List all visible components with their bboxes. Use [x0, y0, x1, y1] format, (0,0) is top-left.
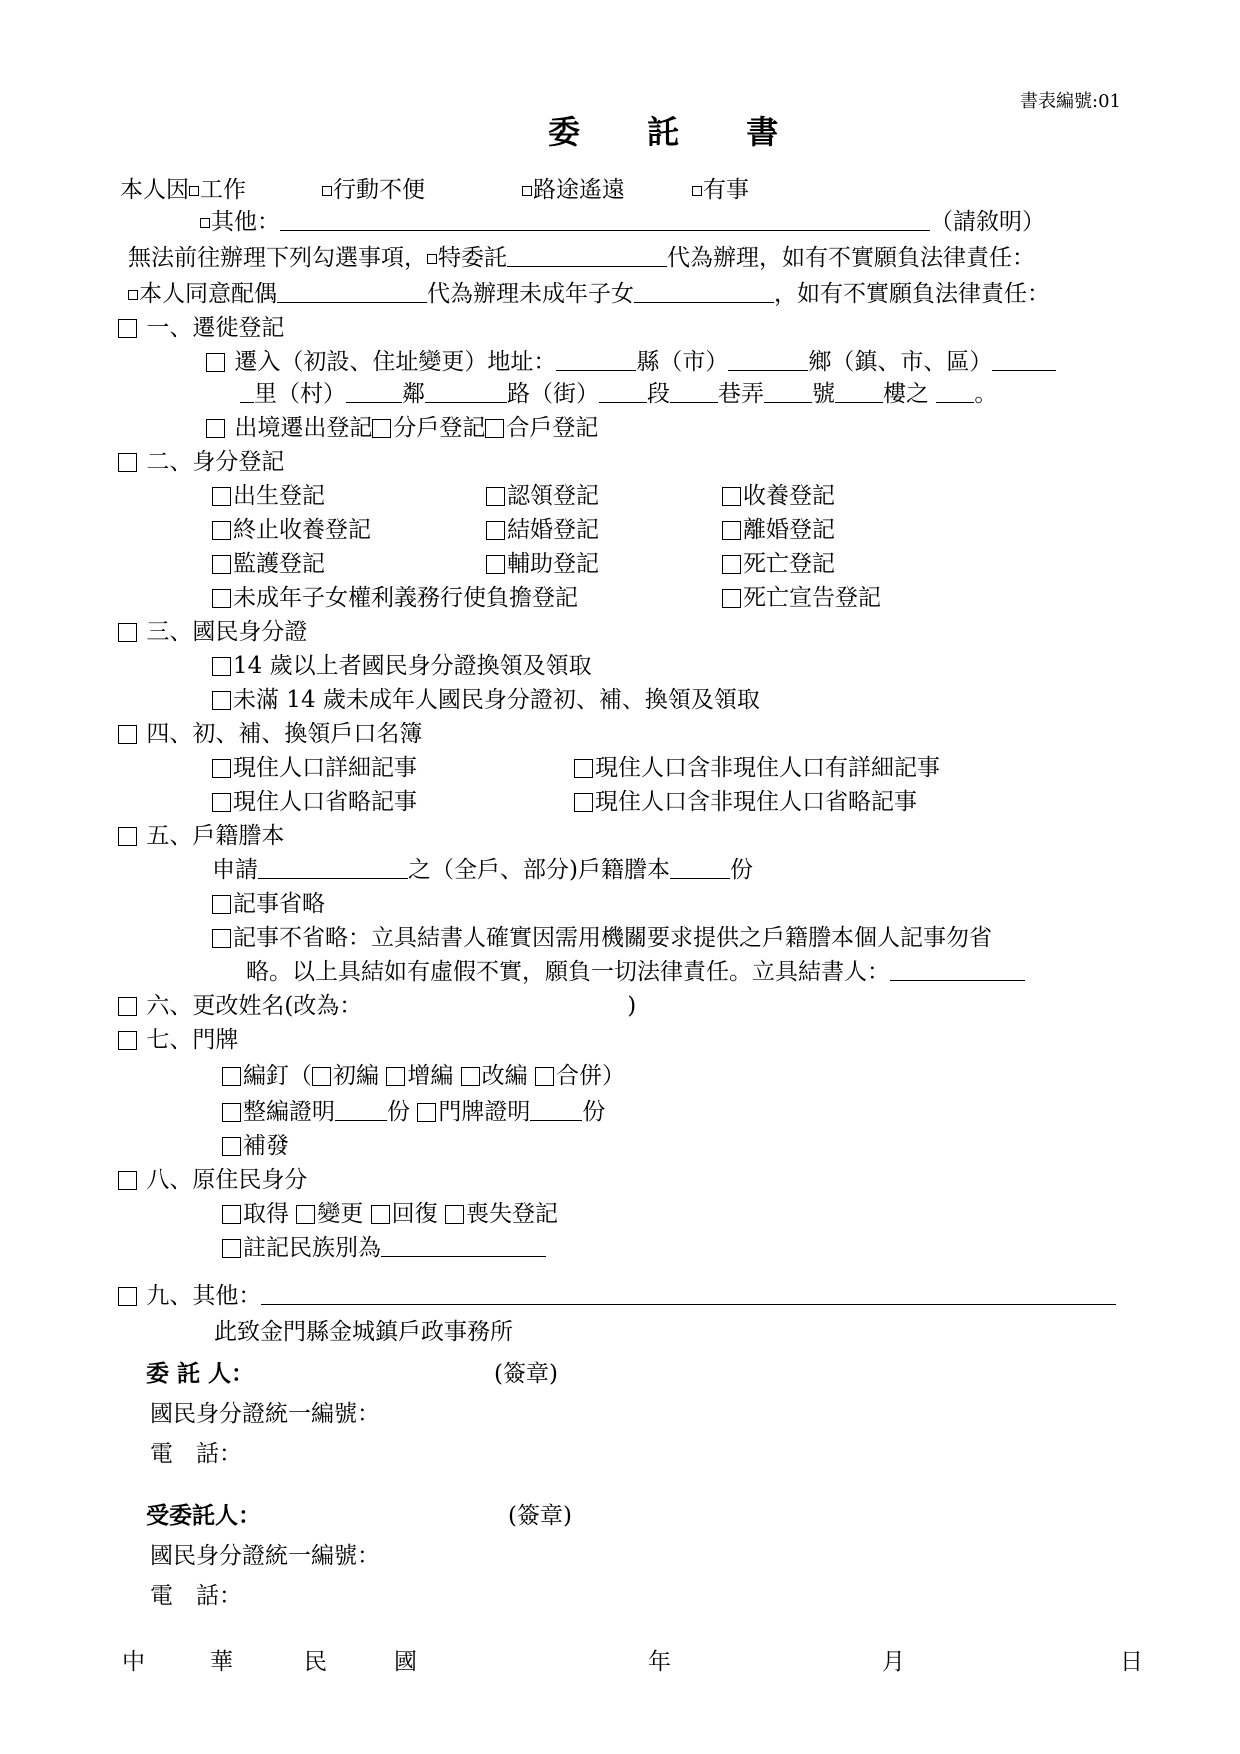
date-char: 國 [394, 1649, 417, 1675]
reasons-row [120, 176, 246, 204]
delegate-label: 受委託人： [146, 1502, 261, 1529]
checkbox-detailed[interactable] [212, 759, 231, 778]
item-label: 死亡登記 [743, 551, 835, 577]
item-label: 終止收養登記 [233, 517, 371, 543]
checkbox-custody[interactable] [212, 589, 231, 608]
move-in-label: 遷入（初設、住址變更）地址： [234, 349, 557, 375]
checkbox-assistance[interactable] [486, 555, 505, 574]
checkbox-section-6[interactable] [118, 997, 137, 1016]
spouse-liability: ，如有不實願負法律責任： [774, 281, 1050, 307]
reason-other: 其他： [211, 209, 280, 235]
checkbox-section-5[interactable] [118, 827, 137, 846]
item-label: 現住人口含非現住人口有詳細記事 [595, 755, 940, 781]
month-label: 月 [882, 1649, 905, 1675]
section-7-title: 七、門牌 [146, 1027, 239, 1053]
plate-cert-label: 門牌證明 [438, 1099, 531, 1125]
checkbox-spouse-consent[interactable] [128, 290, 138, 300]
delegate-name-field[interactable] [507, 244, 667, 267]
checkbox-section-8[interactable] [118, 1171, 137, 1190]
affidavit-text: 略。以上具結如有虛假不實，願負一切法律責任。立具結書人： [246, 959, 890, 985]
checkbox-id-under-14[interactable] [212, 691, 231, 710]
checkbox-initial[interactable] [312, 1067, 331, 1086]
section-3-title: 三、國民身分證 [146, 619, 308, 645]
minor-child-label: 代為辦理未成年子女 [427, 281, 634, 307]
neighborhood-field[interactable] [346, 380, 402, 403]
checkbox-section-9[interactable] [118, 1287, 137, 1306]
list-item [212, 754, 417, 782]
list-item [212, 516, 371, 544]
section-8-heading [118, 1166, 307, 1194]
floor-label: 樓之 [883, 381, 929, 407]
intro-delegate-label: 特委託 [438, 245, 507, 271]
floor-sub-field[interactable] [936, 380, 974, 403]
spouse-consent-label: 本人同意配偶 [139, 281, 277, 307]
section-9-heading [118, 1282, 1116, 1310]
affiant-field[interactable] [890, 958, 1025, 981]
other-field[interactable] [261, 1282, 1116, 1305]
item-label: 記事不省略：立具結書人確實因需用機關要求提供之戶籍謄本個人記事勿省 [233, 925, 992, 951]
obtain-label: 取得 [243, 1201, 289, 1227]
intro-liability: 代為辦理，如有不實願負法律責任： [667, 245, 1035, 271]
intro-text: 無法前往辦理下列勾選事項， [128, 245, 427, 271]
checkbox-birth[interactable] [212, 487, 231, 506]
section-6-close: ) [627, 993, 637, 1019]
village-label: 里（村） [254, 381, 346, 407]
county-field[interactable] [556, 348, 636, 371]
road-field[interactable] [425, 380, 507, 403]
affidavit-row [246, 958, 1025, 986]
addressee: 此致金門縣金城鎮戶政事務所 [214, 1319, 513, 1345]
doorplate-cert-row [222, 1098, 605, 1126]
change-label: 改編 [481, 1063, 528, 1089]
checkbox-section-4[interactable] [118, 725, 137, 744]
checkbox-lose[interactable] [445, 1205, 464, 1224]
section-field[interactable] [599, 380, 647, 403]
checkbox-distance[interactable] [522, 186, 532, 196]
apply-label: 申請 [212, 857, 258, 883]
township-label: 鄉（鎮、市、區） [808, 349, 993, 375]
checkbox-adoption[interactable] [722, 487, 741, 506]
reasons-prefix: 本人因 [120, 177, 189, 203]
checkbox-other[interactable] [200, 218, 210, 228]
list-item [722, 584, 881, 612]
checkbox-busy[interactable] [692, 186, 702, 196]
checkbox-reissue[interactable] [222, 1137, 241, 1156]
reason-distance-row [522, 176, 625, 204]
reason-busy: 有事 [703, 177, 749, 203]
checkbox-section-3[interactable] [118, 623, 137, 642]
checkbox-special-delegate[interactable] [427, 254, 437, 264]
item-label: 死亡宣告登記 [743, 585, 881, 611]
neighborhood-label: 鄰 [402, 381, 425, 407]
section-label: 段 [647, 381, 670, 407]
section-2-heading [118, 448, 284, 476]
alley-label: 巷弄 [718, 381, 764, 407]
page-title: 委 託 書 [548, 113, 807, 151]
add-label: 增編 [407, 1063, 454, 1089]
checkbox-section-7[interactable] [118, 1031, 137, 1050]
alley-field[interactable] [670, 380, 718, 403]
address-row-2 [240, 380, 997, 408]
delegate-id-label: 國民身分證統一編號： [150, 1543, 380, 1569]
delegator-id-label: 國民身分證統一編號： [150, 1401, 380, 1427]
list-item [212, 482, 325, 510]
delegator-label: 委 託 人： [146, 1360, 255, 1387]
section-4-heading [118, 720, 422, 748]
checkbox-ethnic[interactable] [222, 1239, 241, 1258]
checkbox-divorce[interactable] [722, 521, 741, 540]
item-label: 離婚登記 [743, 517, 835, 543]
checkbox-move-in[interactable] [206, 353, 225, 372]
item-label: 未滿 14 歲未成年人國民身分證初、補、換領及領取 [233, 687, 760, 713]
item-label: 未成年子女權利義務行使負擔登記 [233, 585, 578, 611]
checkbox-section-1[interactable] [118, 319, 137, 338]
reorg-cert-label: 整編證明 [243, 1099, 335, 1125]
delegator-phone-label: 電 話： [150, 1441, 242, 1467]
floor-field[interactable] [835, 380, 883, 403]
applicant-field[interactable] [258, 856, 408, 879]
ethnic-label: 註記民族別為 [243, 1235, 381, 1261]
list-item [212, 924, 992, 952]
checkbox-guardianship[interactable] [212, 555, 231, 574]
list-item [212, 686, 760, 714]
checkbox-abridged-all[interactable] [574, 793, 593, 812]
reason-other-row [200, 208, 1045, 236]
copies-field[interactable] [670, 856, 730, 879]
indigenous-status-row [222, 1200, 558, 1228]
section-5-title: 五、戶籍謄本 [146, 823, 285, 849]
checkbox-detailed-all[interactable] [574, 759, 593, 778]
section-1-heading [118, 314, 284, 342]
village-field-start[interactable] [992, 348, 1056, 371]
combine-label: 合併） [555, 1063, 625, 1089]
checkbox-abridged[interactable] [212, 793, 231, 812]
date-char: 中 [122, 1649, 145, 1675]
move-in-row [206, 348, 1056, 376]
checkbox-reorg-cert[interactable] [222, 1103, 241, 1122]
item-label: 收養登記 [743, 483, 835, 509]
list-item [486, 482, 599, 510]
checkbox-emigrate[interactable] [206, 419, 225, 438]
section-7-heading [118, 1026, 238, 1054]
delegate-sign: (簽章) [508, 1503, 572, 1529]
section-1-title: 一、遷徙登記 [146, 315, 285, 341]
item-label: 監護登記 [233, 551, 325, 577]
checkbox-full-records[interactable] [212, 929, 231, 948]
list-item [222, 1132, 289, 1160]
item-label: 現住人口含非現住人口省略記事 [595, 789, 917, 815]
year-label: 年 [648, 1649, 671, 1675]
item-label: 14 歲以上者國民身分證換領及領取 [233, 653, 592, 679]
reason-work: 工作 [200, 177, 246, 203]
scope-label: 之（全戶、部分)戶籍謄本 [408, 857, 670, 883]
reason-busy-row [692, 176, 749, 204]
list-item [722, 550, 835, 578]
delegate-phone-label: 電 話： [150, 1583, 242, 1609]
spouse-name-field[interactable] [277, 280, 427, 303]
list-item [212, 788, 417, 816]
emigrate-label: 出境遷出登記 [234, 415, 373, 441]
checkbox-acknowledge[interactable] [486, 487, 505, 506]
list-item [722, 482, 835, 510]
list-item [574, 788, 917, 816]
day-label: 日 [1120, 1649, 1143, 1675]
reason-mobility-row [322, 176, 425, 204]
list-item [574, 754, 940, 782]
section-8-title: 八、原住民身分 [146, 1167, 308, 1193]
checkbox-merge[interactable] [485, 419, 504, 438]
list-item [486, 516, 599, 544]
checkbox-split[interactable] [372, 419, 391, 438]
assign-label: 編釘（ [243, 1063, 312, 1089]
transcript-apply-row [212, 856, 753, 884]
intro-line-1 [128, 244, 1035, 272]
item-label: 補發 [243, 1133, 289, 1159]
reason-mobility: 行動不便 [333, 177, 425, 203]
reorg-copies-field[interactable] [335, 1098, 387, 1121]
checkbox-section-2[interactable] [118, 453, 137, 472]
plate-copies-field[interactable] [530, 1098, 582, 1121]
number-field[interactable] [764, 380, 812, 403]
checkbox-marriage[interactable] [486, 521, 505, 540]
date-char: 民 [304, 1649, 327, 1675]
list-item [212, 550, 325, 578]
village-field-end[interactable] [240, 380, 254, 403]
checkbox-end-adoption[interactable] [212, 521, 231, 540]
item-label: 出生登記 [233, 483, 325, 509]
doorplate-assign-row [222, 1062, 625, 1090]
checkbox-death-declaration[interactable] [722, 589, 741, 608]
section-2-title: 二、身分登記 [146, 449, 285, 475]
address-end: 。 [974, 381, 998, 407]
checkbox-combine[interactable] [535, 1067, 554, 1086]
checkbox-work[interactable] [189, 186, 199, 196]
section-6-title: 六、更改姓名(改為： [146, 993, 363, 1019]
copies-label: 份 [729, 857, 753, 883]
list-item [212, 652, 592, 680]
section-4-title: 四、初、補、換領戶口名簿 [146, 721, 423, 747]
section-5-heading [118, 822, 284, 850]
section-6-heading [118, 992, 636, 1020]
other-reason-field[interactable] [280, 208, 930, 231]
checkbox-change[interactable] [461, 1067, 480, 1086]
ethnic-field[interactable] [381, 1234, 546, 1257]
lose-label: 喪失登記 [465, 1201, 558, 1227]
item-label: 記事省略 [233, 891, 325, 917]
reason-distance: 路途遙遠 [533, 177, 625, 203]
status-change-label: 變更 [317, 1201, 364, 1227]
item-label: 現住人口省略記事 [233, 789, 417, 815]
merge-label: 合戶登記 [506, 415, 599, 441]
restore-label: 回復 [391, 1201, 438, 1227]
explain-note: （請敘明） [930, 209, 1045, 235]
ethnic-row [222, 1234, 546, 1262]
date-char: 華 [210, 1649, 233, 1675]
item-label: 輔助登記 [507, 551, 599, 577]
intro-line-2 [128, 280, 1050, 308]
checkbox-mobility[interactable] [322, 186, 332, 196]
county-label: 縣（市） [636, 349, 729, 375]
split-label: 分戶登記 [393, 415, 486, 441]
delegator-sign: (簽章) [494, 1361, 558, 1387]
copies-label: 份 [582, 1099, 606, 1125]
initial-label: 初編 [333, 1063, 379, 1089]
form-number: 書表編號:01 [1020, 91, 1121, 112]
checkbox-status-change[interactable] [296, 1205, 315, 1224]
checkbox-obtain[interactable] [222, 1205, 241, 1224]
township-field[interactable] [728, 348, 808, 371]
child-name-field[interactable] [634, 280, 774, 303]
checkbox-death[interactable] [722, 555, 741, 574]
checkbox-assign[interactable] [222, 1067, 241, 1086]
list-item [722, 516, 835, 544]
item-label: 現住人口詳細記事 [233, 755, 417, 781]
list-item [212, 890, 325, 918]
checkbox-restore[interactable] [371, 1205, 390, 1224]
item-label: 結婚登記 [507, 517, 599, 543]
checkbox-plate-cert[interactable] [417, 1103, 436, 1122]
emigrate-row [206, 414, 598, 442]
number-label: 號 [812, 381, 835, 407]
section-3-heading [118, 618, 307, 646]
item-label: 認領登記 [507, 483, 599, 509]
section-9-title: 九、其他： [146, 1283, 262, 1309]
checkbox-id-over-14[interactable] [212, 657, 231, 676]
checkbox-add[interactable] [386, 1067, 405, 1086]
copies-label: 份 [387, 1099, 410, 1125]
checkbox-omit-records[interactable] [212, 895, 231, 914]
list-item [486, 550, 599, 578]
list-item [212, 584, 578, 612]
road-label: 路（街） [507, 381, 599, 407]
